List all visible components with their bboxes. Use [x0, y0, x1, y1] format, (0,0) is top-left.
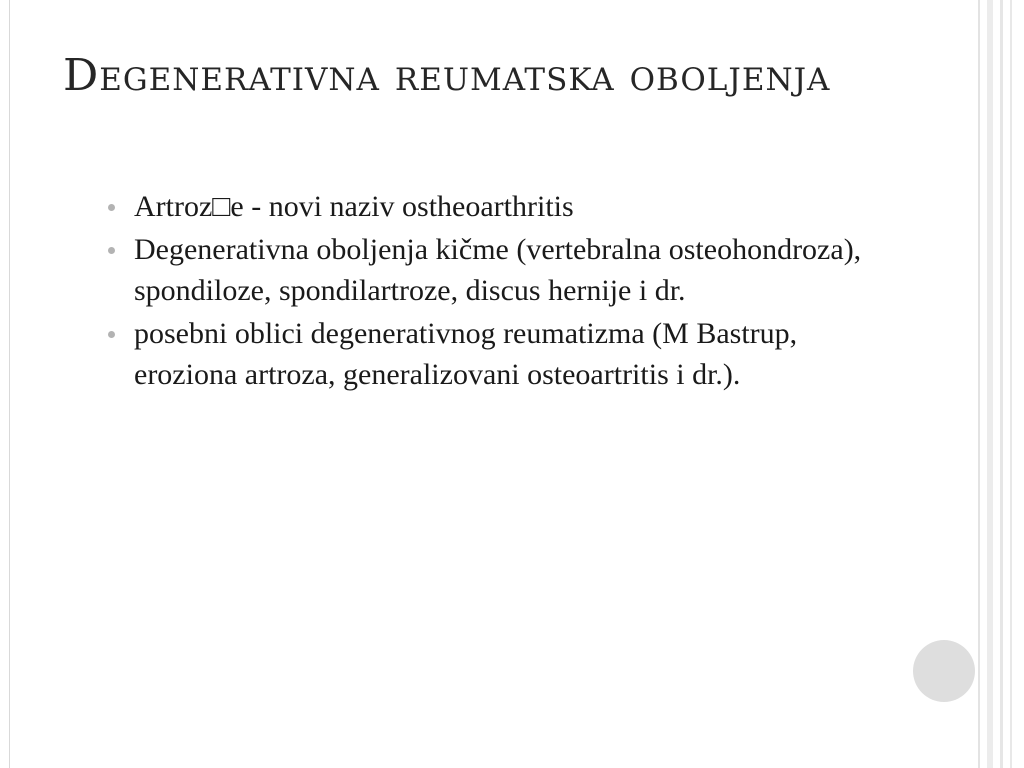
frame-line-left	[9, 0, 10, 768]
bullet-text: Artroz□e - novi naziv ostheoarthritis	[134, 190, 574, 223]
frame-stripe-right	[978, 0, 980, 768]
bullet-dot-icon	[108, 331, 115, 338]
bullet-text: posebni oblici degenerativnog reumatizma (M Bastrup, eroziona artroza, generalizovani osteoartritis i dr.).	[134, 317, 798, 391]
bullet-item	[108, 229, 898, 311]
frame-stripe-right	[987, 0, 993, 768]
slide-title: Degenerativna reumatska oboljenja	[63, 50, 831, 101]
bullet-item	[108, 186, 898, 227]
bullet-text: Degenerativna oboljenja kičme (vertebralna osteohondroza), spondiloze, spondilartroze, discus hernije i dr.	[134, 233, 862, 307]
bullet-item	[108, 313, 898, 395]
frame-stripe-right	[1000, 0, 1003, 768]
bullet-dot-icon	[108, 247, 115, 254]
decorative-circle	[913, 640, 975, 702]
frame-stripe-right	[1010, 0, 1012, 768]
bullet-dot-icon	[108, 204, 115, 211]
bullet-list	[108, 186, 898, 397]
